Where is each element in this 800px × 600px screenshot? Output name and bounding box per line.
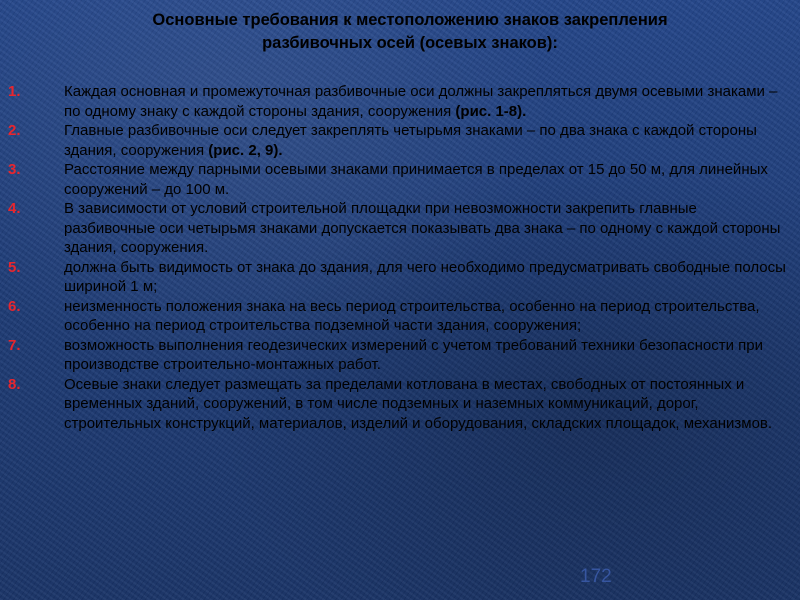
list-item-text [58, 82, 788, 121]
item-body: Расстояние между парными осевыми знаками принимается в пределах от 15 до 50 м, для линейных сооружений – до 100 м. [64, 161, 768, 198]
figure-reference: (рис. 1-8). [455, 102, 527, 120]
list-item [8, 297, 788, 336]
list-item-text [58, 199, 788, 258]
list-marker: 1. [8, 83, 21, 100]
item-body: неизменность положения знака на весь период строительства, особенно на период строительства, особенно на период строительства подземной части здания, сооружения; [64, 297, 760, 334]
list-item-text [58, 297, 788, 336]
list-item-text [58, 121, 788, 160]
list-item [8, 336, 788, 375]
list-item-text [58, 160, 788, 199]
list-item-text [58, 336, 788, 375]
item-body: возможность выполнения геодезических измерений с учетом требований техники безопасности при производстве строительно-монтажных работ. [64, 336, 764, 373]
list-item [8, 375, 788, 434]
list-item [8, 199, 788, 258]
list-marker: 5. [8, 258, 21, 276]
list-item [8, 82, 788, 121]
title-line-2: разбивочных осей (осевых знаков): [262, 34, 558, 52]
list-marker: 8. [8, 375, 21, 393]
list-marker: 3. [8, 161, 21, 178]
list-marker: 6. [8, 297, 21, 315]
slide-title [40, 9, 780, 55]
title-line-1: Основные требования к местоположению знаков закрепления [152, 11, 668, 29]
page-number: 172 [580, 566, 612, 587]
list-marker: 2. [8, 122, 21, 139]
list-marker: 7. [8, 336, 21, 354]
list-marker: 4. [8, 200, 21, 217]
list-item [8, 160, 788, 199]
list-item [8, 121, 788, 160]
item-body: должна быть видимость от знака до здания, для чего необходимо предусматривать свободные полосы шириной 1 м; [64, 258, 786, 295]
figure-reference: (рис. 2, 9). [208, 141, 283, 159]
requirements-list [8, 82, 788, 433]
item-body: Каждая основная и промежуточная разбивочные оси должны закрепляться двумя осевыми знаками – по одному знаку с каждой стороны здания, сооружения [64, 83, 778, 120]
list-item-text [58, 375, 788, 434]
item-body: В зависимости от условий строительной площадки при невозможности закрепить главные разбивочные оси четырьмя знаками допускается показывать два знака – по одному с каждой стороны здания, сооружения. [64, 200, 781, 256]
list-item-text [58, 258, 788, 297]
item-body: Главные разбивочные оси следует закреплять четырьмя знаками – по два знака с каждой стороны здания, сооружения [64, 122, 757, 159]
list-item [8, 258, 788, 297]
item-body: Осевые знаки следует размещать за пределами котлована в местах, свободных от постоянных и временных зданий, сооружений, в том числе подземных и наземных коммуникаций, дорог, строительных конструкций, материалов, изделий и оборудования, складских площадок, механизмов. [64, 375, 773, 432]
